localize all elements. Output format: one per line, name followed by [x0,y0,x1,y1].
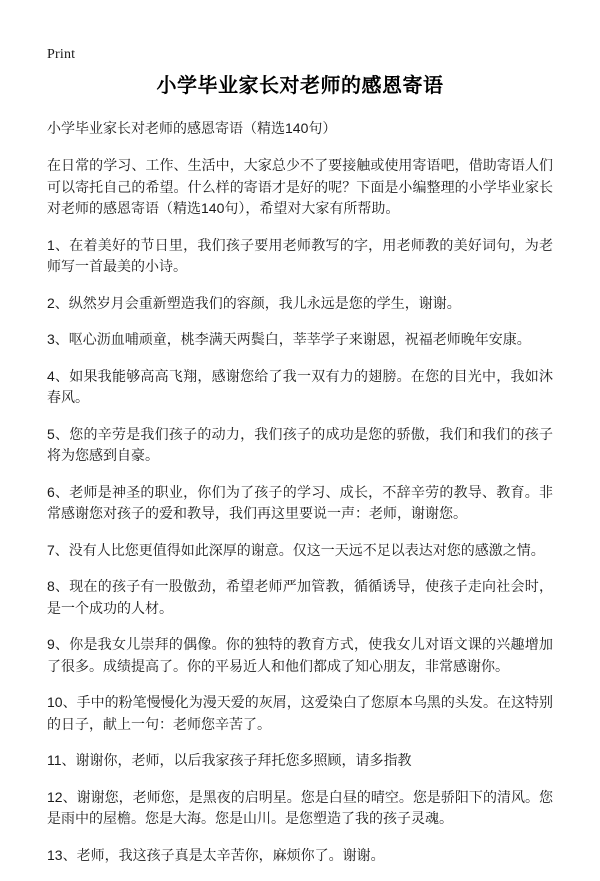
print-toolbar [47,45,75,63]
list-item: 7、没有人比您更值得如此深厚的谢意。仅这一天远不足以表达对您的感激之情。 [47,541,545,558]
intro-paragraph: 在日常的学习、工作、生活中，大家总少不了要接触或使用寄语吧，借助寄语人们可以寄托自己的希望。什么样的寄语才是好的呢？下面是小编整理的小学毕业家长对老师的感恩寄语（精选140句），希望对大家有所帮助。 [47,157,553,216]
list-item: 12、谢谢您，老师您，是黑夜的启明星。您是白昼的晴空。您是骄阳下的清风。您是雨中的屋檐。您是大海。您是山川。是您塑造了我的孩子灵魂。 [47,788,553,826]
list-item: 3、呕心沥血哺顽童，桃李满天两鬓白，莘莘学子来谢恩，祝福老师晚年安康。 [47,331,531,347]
document-subtitle: 小学毕业家长对老师的感恩寄语（精选140句） [47,120,337,136]
list-item: 9、你是我女儿崇拜的偶像。你的独特的教育方式，使我女儿对语文课的兴趣增加了很多。成绩提高了。你的平易近人和他们都成了知心朋友，非常感谢你。 [47,636,553,674]
list-item: 4、如果我能够高高飞翔，感谢您给了我一双有力的翅膀。在您的目光中，我如沐春风。 [47,367,553,405]
page-title: 小学毕业家长对老师的感恩寄语 [156,75,444,97]
list-item: 13、老师，我这孩子真是太辛苦你，麻烦你了。谢谢。 [47,846,385,863]
list-item: 2、纵然岁月会重新塑造我们的容颜，我儿永远是您的学生，谢谢。 [47,294,461,311]
list-item: 6、老师是神圣的职业，你们为了孩子的学习、成长，不辞辛劳的教导、教育。非常感谢您对孩子的爱和教导，我们再这里要说一声：老师，谢谢您。 [47,483,553,521]
list-item: 5、您的辛劳是我们孩子的动力，我们孩子的成功是您的骄傲，我们和我们的孩子将为您感到自豪。 [47,425,553,463]
list-item: 1、在着美好的节日里，我们孩子要用老师教写的字，用老师教的美好词句，为老师写一首最美的小诗。 [47,236,553,274]
print-link[interactable]: Print [47,47,76,62]
list-item: 11、谢谢你，老师，以后我家孩子拜托您多照顾，请多指教 [47,752,412,768]
document-content [47,72,553,881]
list-item: 10、手中的粉笔慢慢化为漫天爱的灰屑，这爱染白了您原本乌黑的头发。在这特别的日子，献上一句：老师您辛苦了。 [47,694,553,732]
list-item: 8、现在的孩子有一股傲劲，希望老师严加管教，循循诱导，使孩子走向社会时，是一个成功的人材。 [47,578,553,616]
